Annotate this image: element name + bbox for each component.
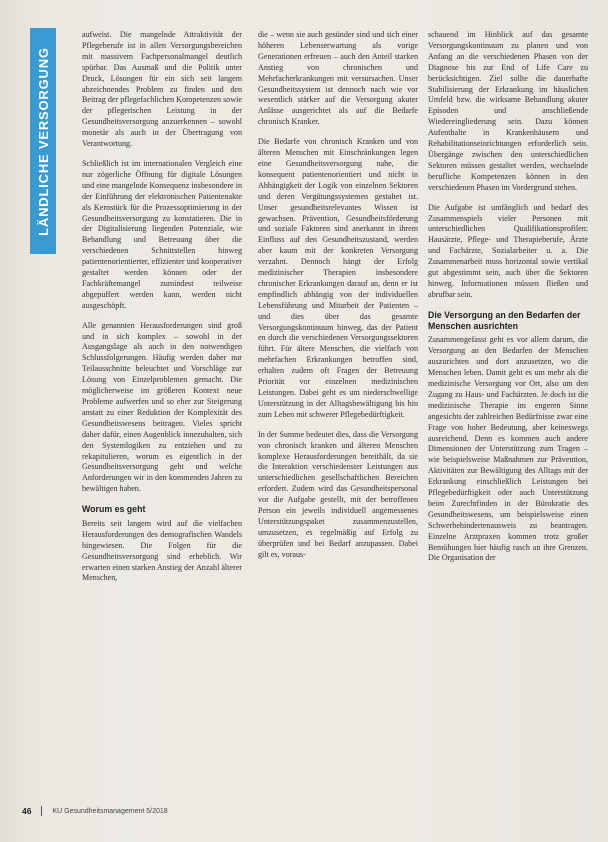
body-paragraph: Die Bedarfe von chronisch Kranken und von älteren Menschen mit Einschränkungen legen eine Gesundheitsversorgung nahe, die konsequent patientenorientiert und nicht in Abhängigkeit der Logik von einzelnen Sektoren und deren Vergütungssystemen gestaltet ist. Unser gesundheitsrelevantes Wissen ist gewachsen. Prävention, Gesundheitsförderung und soziale Faktoren sind anerkannt in ihrem Einfluss auf den Gesundheitszustand, werden aber kaum mit der konkreten Versorgung verzahnt. Dennoch hängt der Erfolg medizinischer Therapien insbesondere chronischer Erkrankungen darauf an, denn er ist empfindlich abhängig von der individuellen Lebensführung und Mitarbeit der Patienten – und dies über das gesamte Versorgungskontinuum hinweg, das der Patient en durch die verschiedenen Versorgungssektoren führt. Für ältere Menschen, die vielfach von mehrfachen Erkrankungen betroffen sind, erhalten zudem oft Fragen der Betreuung Priorität vor einzelnen medizinischen Leistungen. Dabei geht es um niederschwellige Unterstützung in der Alltagsbewältigung bis hin zum Leben mit schwerer Pflegebedürftigkeit. xyxy=(258,137,418,419)
body-paragraph: die – wenn sie auch gesünder sind und sich einer höheren Lebenserwartung als vorige Generationen erfreuen – auch den Anteil starken Anstieg von chronischen und Mehrfacherkrankungen mit versursachen. Unser Gesundheitssystem ist dennoch nach wie vor wesentlich stärker auf die Versorgung akuter Anlässe ausgerichtet als auf die Bedarfe chronisch Kranker. xyxy=(258,30,418,127)
body-paragraph: Alle genannten Herausforderungen sind groß und in sich komplex – sowohl in der Ausgangslage als auch in den notwendigen Schlussfolgerungen. Häufig werden daher nur Teilausschnitte beleuchtet und Vorschläge zur Lösung von Einzelproblemen gemacht. Die möglicherweise im größeren Kontext neue Probleme aufwerfen und so eher zur Steigerung anstatt zu einer Reduktion der Komplexität des Gesundheitswesens beitragen. Vieles spricht daher dafür, einen Augenblick innezuhalten, sich den Systemlogiken zu entziehen und zu rekapitulieren, worum es eigentlich in der Gesundheitsversorgung geht und welche Anforderungen wir in den kommenden Jahren zu bewältigen haben. xyxy=(82,320,242,494)
page-footer xyxy=(22,804,582,818)
text-column-2 xyxy=(258,30,418,800)
section-tab-label: LÄNDLICHE VERSORGUNG xyxy=(35,46,51,236)
body-paragraph: schauend im Hinblick auf das gesamte Versorgungskontinuum zu planen und von Anfang an die verschiedenen Phasen von der Diagnose bis zur End of Life Care zu berücksichtigen. Ziel sollte die dauerhafte Stabilisierung der Erkrankung im häuslichen Umfeld bzw. die wirksame Behandlung akuter Episoden und anschließende Wiedereingliederung sein. Dazu können Aufenthalte in Krankenhäusern und Rehabilitationseinrichtungen erforderlich sein. Übergänge zwischen den unterschiedlichen Sektoren müssen gestaltet werden, wechselnde berufliche Kompetenzen können in den verschiedenen Phasen im Vordergrund stehen. xyxy=(428,30,588,192)
section-tab xyxy=(30,28,56,254)
text-column-3 xyxy=(428,30,588,800)
body-paragraph: Die Aufgabe ist umfänglich und bedarf des Zusammenspiels vieler Personen mit unterschiedlichen Qualifikationsprofilen: Hausärzte, Pflege- und Therapieberufe, Ärzte und Fachärzte, Sozialarbeiter u. a. Die Zusammenarbeit muss horizontal sowie vertikal gut abgestimmt sein, auch über die Sektoren hinweg. Informationen müssen fließen und abrufbar sein. xyxy=(428,202,588,299)
footer-divider xyxy=(41,806,42,816)
body-paragraph: In der Summe bedeutet dies, dass die Versorgung von chronisch kranken und älteren Menschen komplexe Herausforderungen bereithält, da sie die Interaktion verschiedenster Leistungen aus unterschiedlichen gesellschaftlichen Bereichen erfordert. Zudem wird das Gesundheitspersonal vor die Aufgabe gestellt, mit der betroffenen Person ein jeweils individuell angemessenes Unterstützungspaket zusammenzustellen, umzusetzen, es regelmäßig auf Erfolg zu überprüfen und bei Bedarf anzupassen. Dabei gilt es, voraus- xyxy=(258,429,418,559)
body-paragraph: Zusammengefasst geht es vor allem darum, die Versorgung an den Bedarfen der Menschen auszurichten und dort anzusetzen, wo die Menschen leben. Damit geht es um mehr als die medizinische Versorgung vor Ort, also um den Zugang zu Haus- und Fachärzten. Je doch ist die medizinische Therapie im engeren Sinne angesichts der zahlreichen Bedürfnisse zwar eine Frage von hoher Bedeutung, aber keineswegs ausreichend. Denn es kommen auch andere Dimensionen der Unterstützung zum Tragen – wie beispielsweise Maßnahmen zur Prävention, Aktivitäten zur Bewältigung des Alltags mit der Erkrankung einschließlich Leistungen bei Pflegebedürftigkeit oder auch Unterstützung beim Zurechtfinden in der Bürokratie des Gesundheitswesens, um beispielsweise einen Schwerbehindertenausweis zu beantragen. Einzelne Arztpraxen kommen trotz großer Bemühungen hier häufig rasch an ihre Grenzen. Die Organisation der xyxy=(428,335,588,563)
body-paragraph: Bereits seit langem wird auf die vielfachen Herausforderungen des demografischen Wandels hingewiesen. Die Folgen für die Gesundheitsversorgung sind erheblich. Wir erwarten einen starken Anstieg der Anzahl älterer Menschen, xyxy=(82,518,242,583)
publication-name: KU Gesundheitsmanagement 5/2018 xyxy=(52,807,168,815)
page-number: 46 xyxy=(22,806,32,816)
body-paragraph: Schließlich ist im internationalen Vergleich eine nur zögerliche Öffnung für digitale Lösungen und eine mangelnde Konsequenz insbesondere in der Einführung der elektronischen Patientenakte als Kernstück für die Prozessoptimierung in der Gesundheitsversorgung zu konstatieren. Die in der Digitalisierung liegenden Potenziale, wie Behandlung und Betreuung über die verschiedenen Schnittstellen hinweg patientenorientierter, effizienter und kooperativer gestaltet werden können oder der Fachkräftemangel zumindest teilweise abgepuffert werden kann, werden nicht ausgeschöpft. xyxy=(82,158,242,310)
text-column-1 xyxy=(82,30,242,800)
section-heading: Worum es geht xyxy=(82,504,146,515)
section-heading: Die Versorgung an den Bedarfen der Menschen ausrichten xyxy=(428,309,581,331)
body-paragraph: aufweist. Die mangelnde Attraktivität der Pflegeberufe ist in allen Versorgungsbereichen mit massivem Fachpersonalmangel deutlich spürbar. Das Ausmaß und die Politik unter Druck, Lösungen für ein sich seit langem abzeichnendes Problem zu finden und den Beitrag der pflegefachlichen Kompetenzen sowie der pflegerischen Leistung in der Gesundheitsversorgung anzuerkennen – sowohl monetär als auch in der Übertragung von Verantwortung. xyxy=(82,30,242,149)
